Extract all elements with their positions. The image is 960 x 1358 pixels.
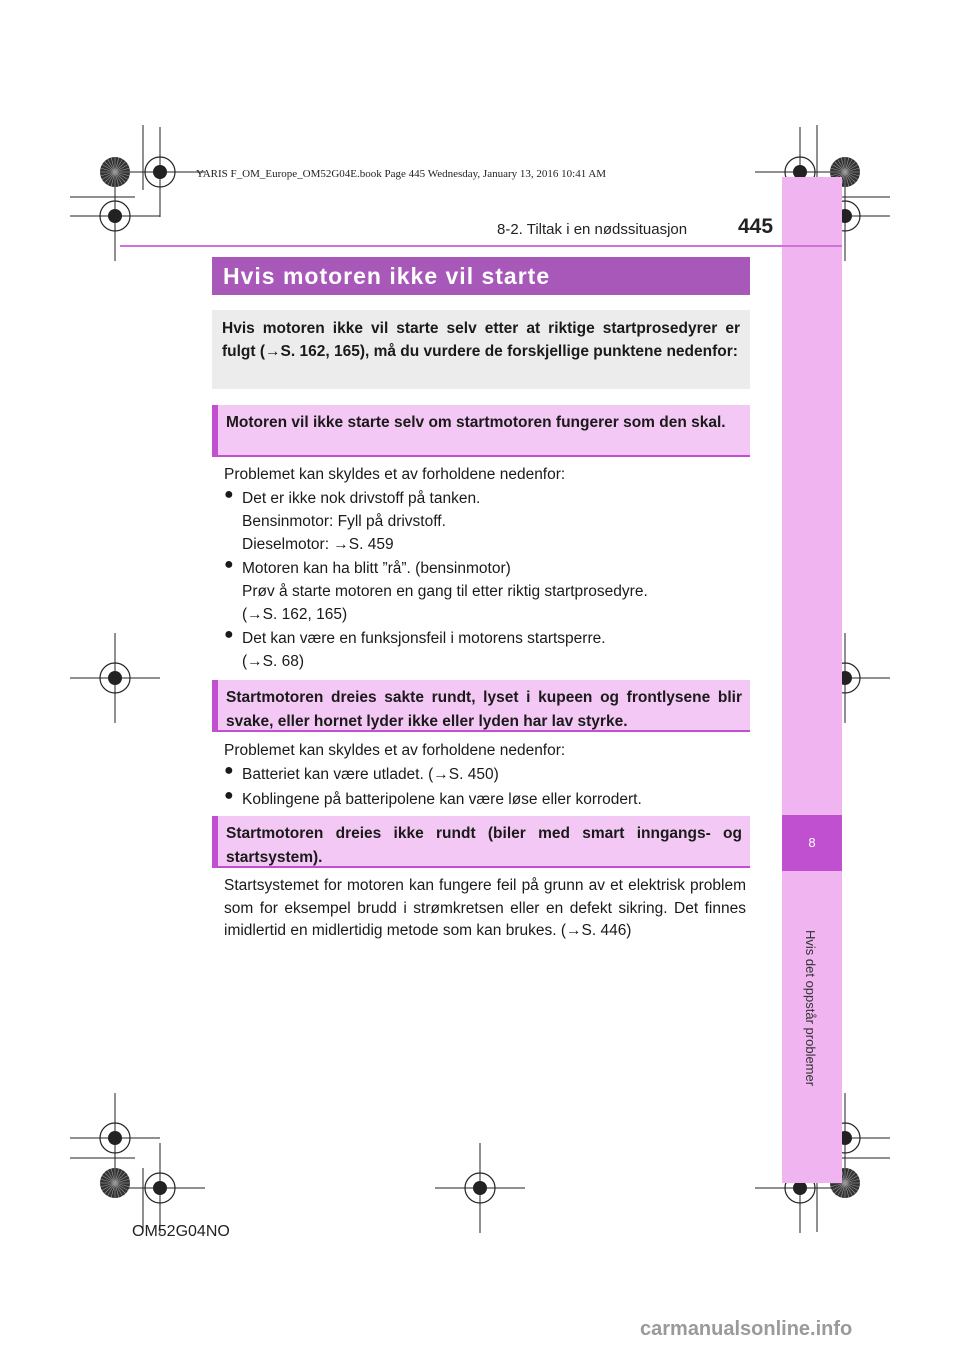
list-item-detail: Prøv å starte motoren en gang til etter riktig startprosedyre. — [242, 583, 648, 600]
crosshair-dot — [153, 165, 167, 179]
list-item-detail: Dieselmotor: →S. 459 — [242, 536, 394, 553]
crosshair-dot — [473, 1181, 487, 1195]
subheading-1: Motoren vil ikke starte selv om startmotoren fungerer som den skal. — [212, 405, 750, 457]
list-item-detail: Bensinmotor: Fyll på drivstoff. — [242, 513, 446, 530]
list-item: Motoren kan ha blitt ”rå”. (bensinmotor) — [242, 560, 511, 577]
crosshair-dot — [108, 209, 122, 223]
header-rule — [120, 245, 842, 247]
section-3-paragraph: Startsystemet for motoren kan fungere feil på grunn av et elektrisk problem som for eksempel brudd i strømkretsen eller en defekt sikring. Det finnes imidlertid en midlertidig metode som kan brukes. (→S. 446) — [224, 877, 746, 940]
page-number: 445 — [738, 215, 774, 238]
list-item: Koblingene på batteripolene kan være løse eller korrodert. — [242, 791, 642, 808]
book-info: YARIS F_OM_Europe_OM52G04E.book Page 445 Wednesday, January 13, 2016 10:41 AM — [196, 168, 607, 180]
bullet-icon: ● — [224, 762, 234, 779]
intro-box: Hvis motoren ikke vil starte selv etter at riktige startprosedyrer er fulgt (→S. 162, 165), må du vurdere de forskjellige punktene nedenfor: — [212, 310, 750, 389]
chapter-title: Hvis det oppstår problemer — [803, 930, 818, 1087]
bullet-icon: ● — [224, 556, 234, 573]
list-item: Det kan være en funksjonsfeil i motorens startsperre. — [242, 630, 606, 647]
watermark: carmanualsonline.info — [640, 1318, 853, 1340]
crosshair-dot — [108, 671, 122, 685]
list-item: Det er ikke nok drivstoff på tanken. — [242, 490, 481, 507]
bullet-icon: ● — [224, 626, 234, 643]
document-code: OM52G04NO — [132, 1223, 230, 1240]
section-1-lead: Problemet kan skyldes et av forholdene nedenfor: — [224, 466, 566, 483]
list-item-detail: (→S. 162, 165) — [242, 606, 348, 623]
crosshair-dot — [108, 1131, 122, 1145]
section-2-lead: Problemet kan skyldes et av forholdene nedenfor: — [224, 742, 566, 759]
list-item-detail: (→S. 68) — [242, 653, 305, 670]
bullet-icon: ● — [224, 486, 234, 503]
page-title: Hvis motoren ikke vil starte — [212, 257, 750, 295]
chapter-number: 8 — [782, 815, 842, 871]
bullet-icon: ● — [224, 787, 234, 804]
crosshair-dot — [153, 1181, 167, 1195]
subheading-3: Startmotoren dreies ikke rundt (biler med smart inngangs- og startsystem). — [212, 816, 750, 868]
list-item: Batteriet kan være utladet. (→S. 450) — [242, 766, 499, 783]
subheading-2: Startmotoren dreies sakte rundt, lyset i kupeen og frontlysene blir svake, eller hornet lyder ikke eller lyden har lav styrke. — [212, 680, 750, 732]
section-title: 8-2. Tiltak i en nødssituasjon — [497, 221, 688, 238]
crosshair-dot — [793, 1181, 807, 1195]
